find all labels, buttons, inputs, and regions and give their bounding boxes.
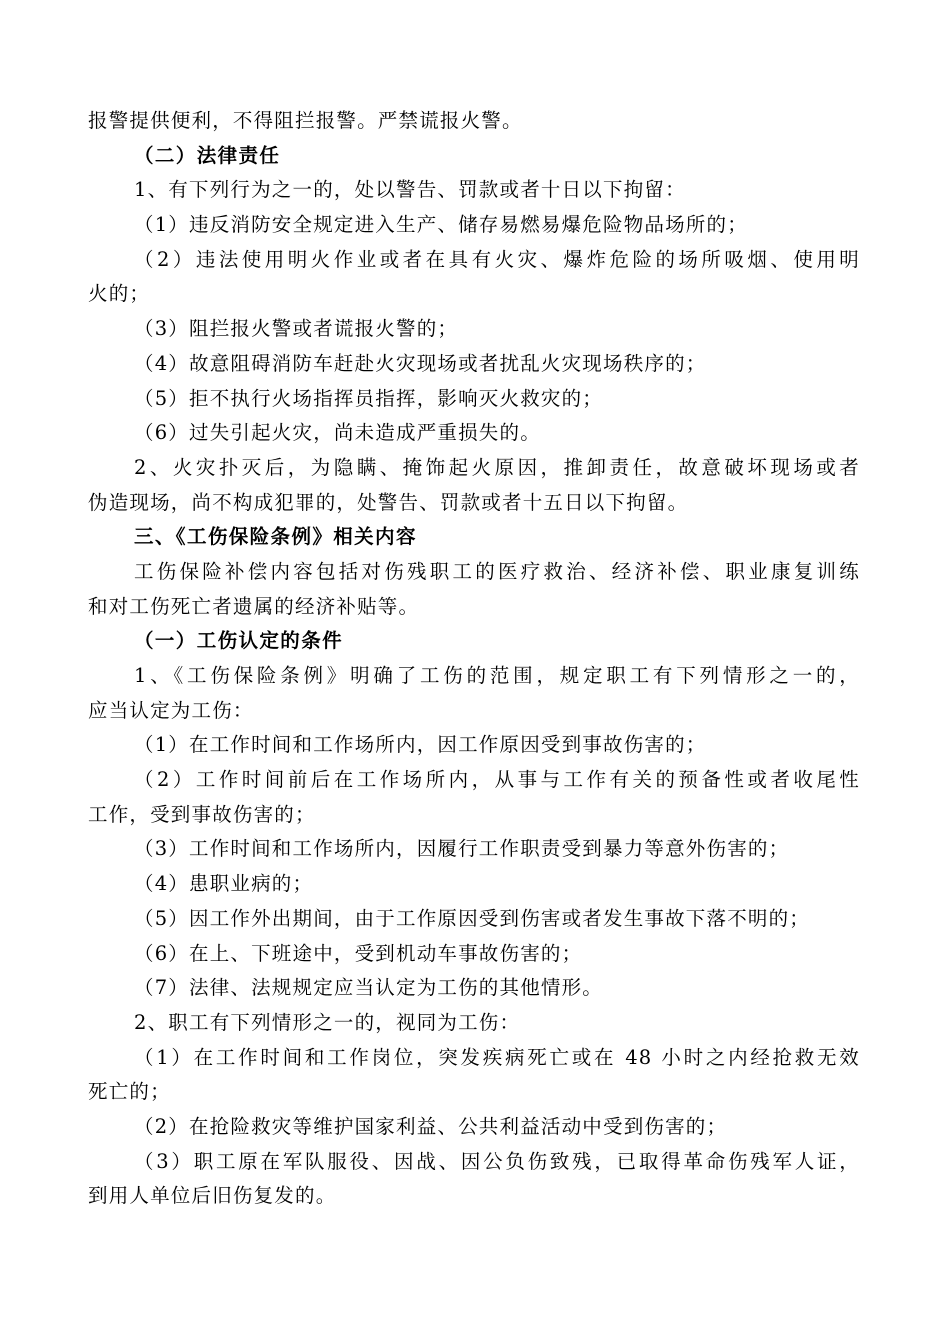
section-heading: 三、《工伤保险条例》相关内容 (134, 525, 417, 549)
text-line: 报警提供便利，不得阻拦报警。严禁谎报火警。 (88, 109, 523, 132)
text-line: 死亡的； (88, 1080, 171, 1104)
text-line: （2）工作时间前后在工作场所内，从事与工作有关的预备性或者收尾性 (134, 768, 860, 792)
text-line: （3）工作时间和工作场所内，因履行工作职责受到暴力等意外伤害的； (134, 837, 790, 861)
text-line: 工伤保险补偿内容包括对伤残职工的医疗救治、经济补偿、职业康复训练 (134, 559, 860, 583)
text-line: （3）职工原在军队服役、因战、因公负伤致残，已取得革命伤残军人证， (134, 1149, 860, 1173)
document-page (88, 104, 860, 1214)
text-line: （7）法律、法规规定应当认定为工伤的其他情形。 (134, 976, 604, 1000)
text-line: （1）违反消防安全规定进入生产、储存易燃易爆危险物品场所的； (134, 213, 748, 237)
text-line: （2）违法使用明火作业或者在具有火灾、爆炸危险的场所吸烟、使用明 (134, 247, 860, 271)
text-line: （4）故意阻碍消防车赶赴火灾现场或者扰乱火灾现场秩序的； (134, 351, 707, 375)
text-line: （6）过失引起火灾，尚未造成严重损失的。 (134, 421, 541, 445)
text-line: （1）在工作时间和工作场所内，因工作原因受到事故伤害的； (134, 733, 707, 757)
text-line: （4）患职业病的； (134, 872, 314, 896)
section-heading: （二）法律责任 (134, 143, 281, 167)
text-line: 1、有下列行为之一的，处以警告、罚款或者十日以下拘留： (134, 178, 686, 202)
text-line: 应当认定为工伤： (88, 698, 254, 722)
text-line: 1、《工伤保险条例》明确了工伤的范围，规定职工有下列情形之一的， (134, 664, 860, 687)
text-line: （3）阻拦报火警或者谎报火警的； (134, 317, 459, 341)
section-heading: （一）工伤认定的条件 (134, 629, 344, 653)
text-line: 2、火灾扑灭后，为隐瞒、掩饰起火原因，推卸责任，故意破坏现场或者 (134, 455, 860, 479)
text-line: 伪造现场，尚不构成犯罪的，处警告、罚款或者十五日以下拘留。 (88, 490, 689, 514)
text-line: 和对工伤死亡者遗属的经济补贴等。 (88, 594, 420, 618)
text-line: （5）拒不执行火场指挥员指挥，影响灭火救灾的； (134, 386, 604, 410)
text-line: 火的； (88, 282, 151, 306)
text-line: 2、职工有下列情形之一的，视同为工伤： (134, 1010, 521, 1034)
text-line: （2）在抢险救灾等维护国家利益、公共利益活动中受到伤害的； (134, 1114, 728, 1138)
text-line: （5）因工作外出期间，由于工作原因受到伤害或者发生事故下落不明的； (134, 906, 811, 930)
text-line: 工作，受到事故伤害的； (88, 802, 316, 826)
text-line: 到用人单位后旧伤复发的。 (88, 1184, 337, 1208)
text-line: （1）在工作时间和工作岗位，突发疾病死亡或在 48 小时之内经抢救无效 (134, 1045, 860, 1069)
text-line: （6）在上、下班途中，受到机动车事故伤害的； (134, 941, 583, 965)
